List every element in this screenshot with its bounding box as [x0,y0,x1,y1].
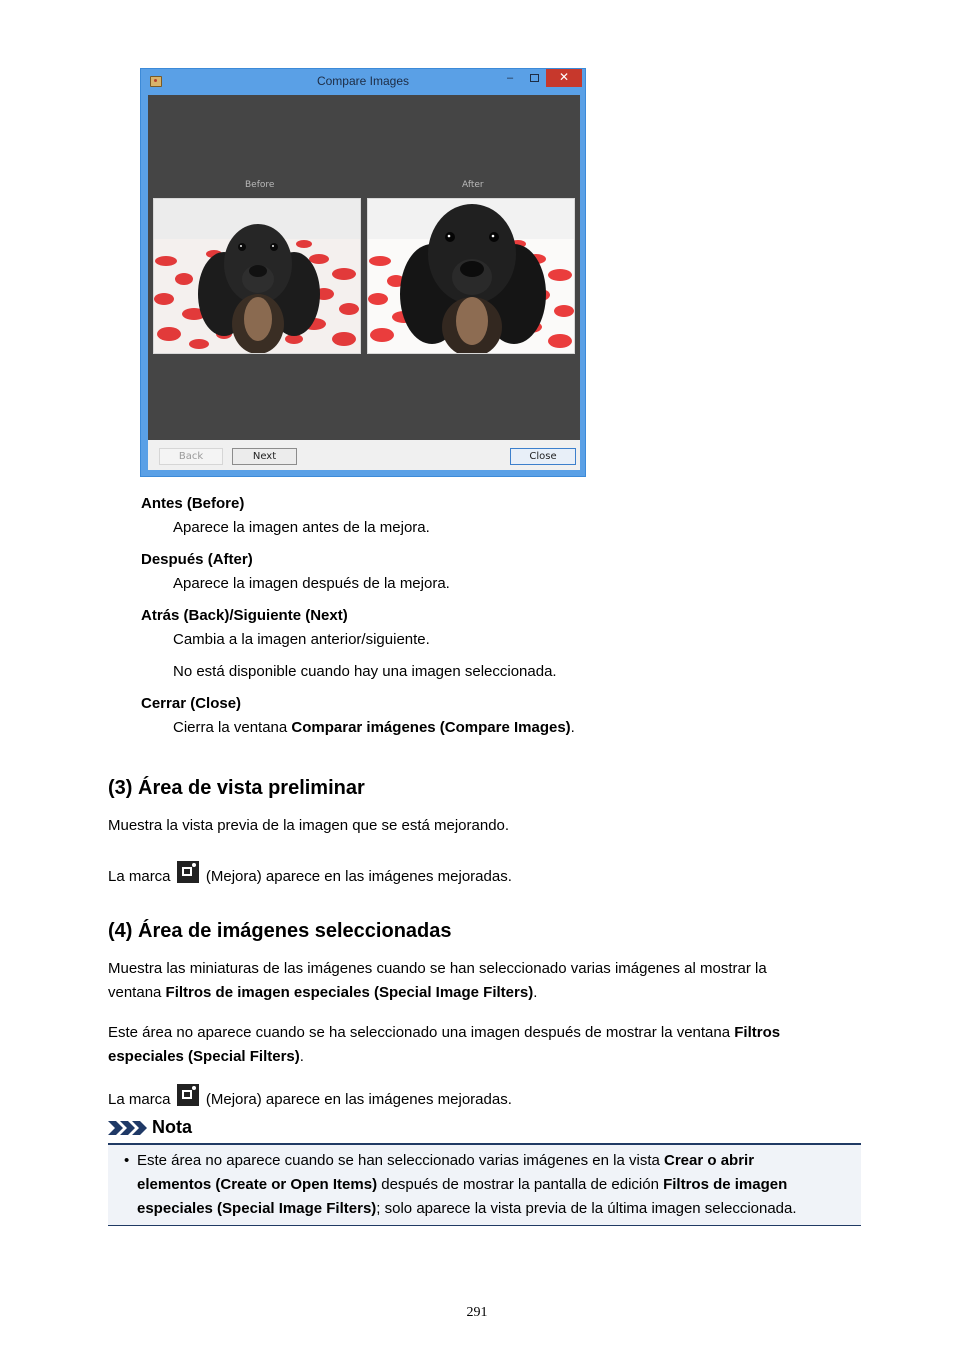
note-box [108,1143,861,1226]
section4-mark-line [108,1084,512,1110]
note-line2 [137,1175,787,1195]
section4-p2-line2 [108,1047,304,1067]
note-l2-bold2: Filtros de imagen [663,1176,788,1193]
section4-heading: (4) Área de imágenes seleccionadas [108,920,452,942]
before-image [153,198,361,354]
note-l1-bold: Crear o abrir [664,1152,755,1169]
note-l1-pre: Este área no aparece cuando se han seleccionado varias imágenes en la vista [137,1152,664,1169]
window-close-button[interactable]: ✕ [546,69,582,87]
note-l2-bold: elementos (Create or Open Items) [137,1176,378,1193]
dog-photo-after [368,199,574,353]
p2-pre: Este área no aparece cuando se ha seleccionado una imagen después de mostrar la ventana [108,1024,735,1041]
compare-area [148,95,580,440]
term-back-next: Atrás (Back)/Siguiente (Next) [141,607,348,624]
window-titlebar[interactable] [141,69,585,94]
maximize-icon [530,74,539,82]
note-header [108,1117,192,1141]
desc-close-post: . [570,719,575,736]
term-after: Después (After) [141,551,253,568]
note-line1 [137,1151,754,1171]
section4-p2-line1 [108,1023,780,1043]
desc-close-pre: Cierra la ventana [173,719,292,736]
p1-post: . [533,984,538,1001]
after-image [367,198,575,354]
note-line3 [137,1199,797,1219]
enhance-mark-icon [177,861,199,883]
term-before: Antes (Before) [141,495,245,512]
p2-post: . [299,1048,304,1065]
section3-heading: (3) Área de vista preliminar [108,777,365,799]
dog-photo-before [154,199,360,353]
desc-close-bold: Comparar imágenes (Compare Images) [291,719,571,736]
before-label: Before [245,180,275,190]
desc-after: Aparece la imagen después de la mejora. [173,575,450,592]
maximize-button[interactable] [525,69,543,87]
term-close: Cerrar (Close) [141,695,242,712]
section4-p1-line1: Muestra las miniaturas de las imágenes cuando se han seleccionado varias imágenes al mostrar la [108,960,767,977]
note-arrows-icon [108,1120,148,1136]
window-title: Compare Images [316,74,410,88]
mark-post: (Mejora) aparece en las imágenes mejoradas. [205,868,512,885]
p1-bold: Filtros de imagen especiales (Special Image Filters) [165,984,534,1001]
mark-post-2: (Mejora) aparece en las imágenes mejoradas. [205,1091,512,1108]
after-label: After [462,180,484,190]
desc-back-next-2: No está disponible cuando hay una imagen seleccionada. [173,663,557,680]
note-bullet: • [124,1152,130,1169]
note-l2-mid: después de mostrar la pantalla de edición [377,1176,664,1193]
p2-bold2: especiales (Special Filters) [108,1048,300,1065]
p2-bold: Filtros [734,1024,781,1041]
back-button[interactable]: Back [159,448,223,465]
enhance-mark-icon [177,1084,199,1106]
close-button[interactable]: Close [510,448,576,465]
minimize-button[interactable]: – [506,72,514,84]
mark-pre-2: La marca [108,1091,171,1108]
note-l3-bold: especiales (Special Image Filters) [137,1200,377,1217]
desc-back-next: Cambia a la imagen anterior/siguiente. [173,631,430,648]
desc-before: Aparece la imagen antes de la mejora. [173,519,430,536]
section4-p1-line2 [108,983,537,1003]
section3-para1: Muestra la vista previa de la imagen que se está mejorando. [108,817,510,834]
next-button[interactable]: Next [232,448,297,465]
button-bar [148,440,580,470]
page-number: 291 [466,1305,488,1320]
note-title: Nota [152,1117,192,1137]
mark-pre: La marca [108,868,171,885]
desc-close [173,718,575,738]
p1-pre: ventana [108,984,166,1001]
section3-mark-line [108,861,512,887]
compare-images-window [140,68,586,477]
note-l3-post: ; solo aparece la vista previa de la última imagen seleccionada. [376,1200,797,1217]
